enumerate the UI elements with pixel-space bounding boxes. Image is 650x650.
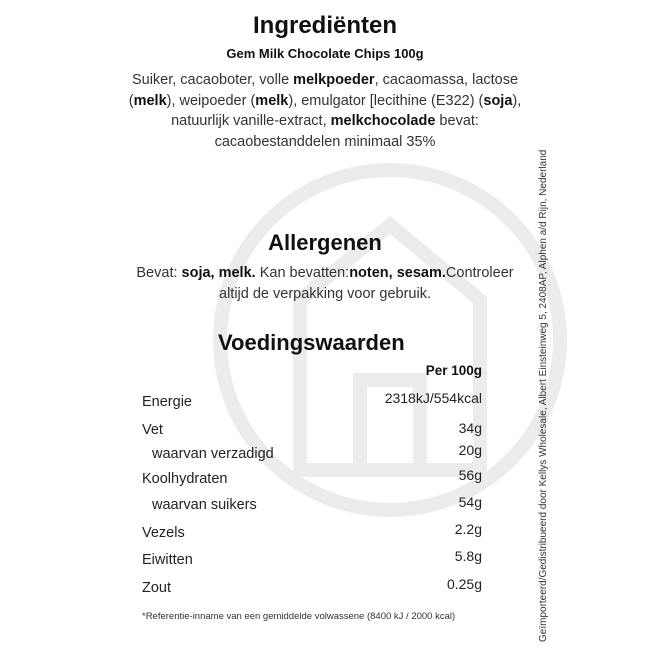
text-segment: ), weipoeder ( — [166, 92, 256, 109]
nutrition-row-label: Zout — [142, 580, 172, 596]
nutrition-row-value: 56g — [458, 467, 482, 483]
allergens-title: Allergenen — [268, 230, 382, 255]
nutrition-row-value: 0.25g — [446, 576, 482, 592]
allergen-highlight: soja, melk. — [181, 265, 256, 281]
nutrition-row-value: 2318kJ/554kcal — [384, 390, 482, 406]
text-segment: Bevat: — [136, 265, 182, 281]
text-segment: ), natuurlijk vanille-extract, — [171, 92, 522, 129]
nutrition-row-value: 54g — [458, 494, 482, 510]
ingredients-title: Ingrediënten — [252, 12, 397, 39]
nutrition-row-label: Vet — [142, 422, 163, 438]
allergen-highlight: noten, sesam. — [349, 265, 446, 281]
nutrition-row-label: Energie — [142, 394, 192, 410]
nutrition-row-value: 2.2g — [454, 521, 482, 537]
reference-intake-footnote: *Referentie-inname van een gemiddelde volwassene (8400 kJ / 2000 kcal) — [142, 611, 456, 622]
allergens-text — [120, 263, 530, 304]
allergen-highlight: soja — [483, 92, 513, 109]
per-100g-header: Per 100g — [425, 363, 482, 378]
text-segment: ), emulgator [lecithine (E322) ( — [288, 92, 484, 109]
text-segment: Controleer altijd de verpakking voor gebruik. — [219, 265, 514, 302]
nutrition-row-label: waarvan verzadigd — [152, 446, 274, 462]
text-segment: bevat: cacaobestanddelen minimaal 35% — [214, 113, 479, 150]
allergen-highlight: melkchocolade — [330, 113, 436, 129]
text-segment: , cacaomassa, lactose ( — [128, 72, 519, 109]
nutrition-row-label: waarvan suikers — [152, 497, 257, 513]
nutrition-row-label: Koolhydraten — [142, 471, 228, 487]
allergen-highlight: melk — [255, 92, 289, 109]
nutrition-row-label: Vezels — [142, 525, 185, 541]
allergen-highlight: melkpoeder — [293, 72, 375, 88]
product-name: Gem Milk Chocolate Chips 100g — [226, 46, 424, 61]
nutrition-row-value: 5.8g — [454, 548, 482, 564]
nutrition-row-label: Eiwitten — [142, 552, 193, 568]
importer-address-text: Geïmporteerd/Gedistribueerd door Kellys Wholesale, Albert Einsteinweg 5, 2408AP, Alphen a/d Rijn, Nederland — [538, 149, 549, 642]
nutrition-row-value: 20g — [458, 442, 482, 458]
ingredients-text — [120, 70, 530, 152]
text-segment: Suiker, cacaoboter, volle — [131, 72, 294, 88]
nutrition-title: Voedingswaarden — [218, 330, 405, 355]
allergen-highlight: melk — [133, 92, 167, 109]
text-segment: Kan bevatten: — [255, 265, 350, 281]
importer-address — [525, 82, 549, 642]
nutrition-row-value: 34g — [458, 420, 482, 436]
